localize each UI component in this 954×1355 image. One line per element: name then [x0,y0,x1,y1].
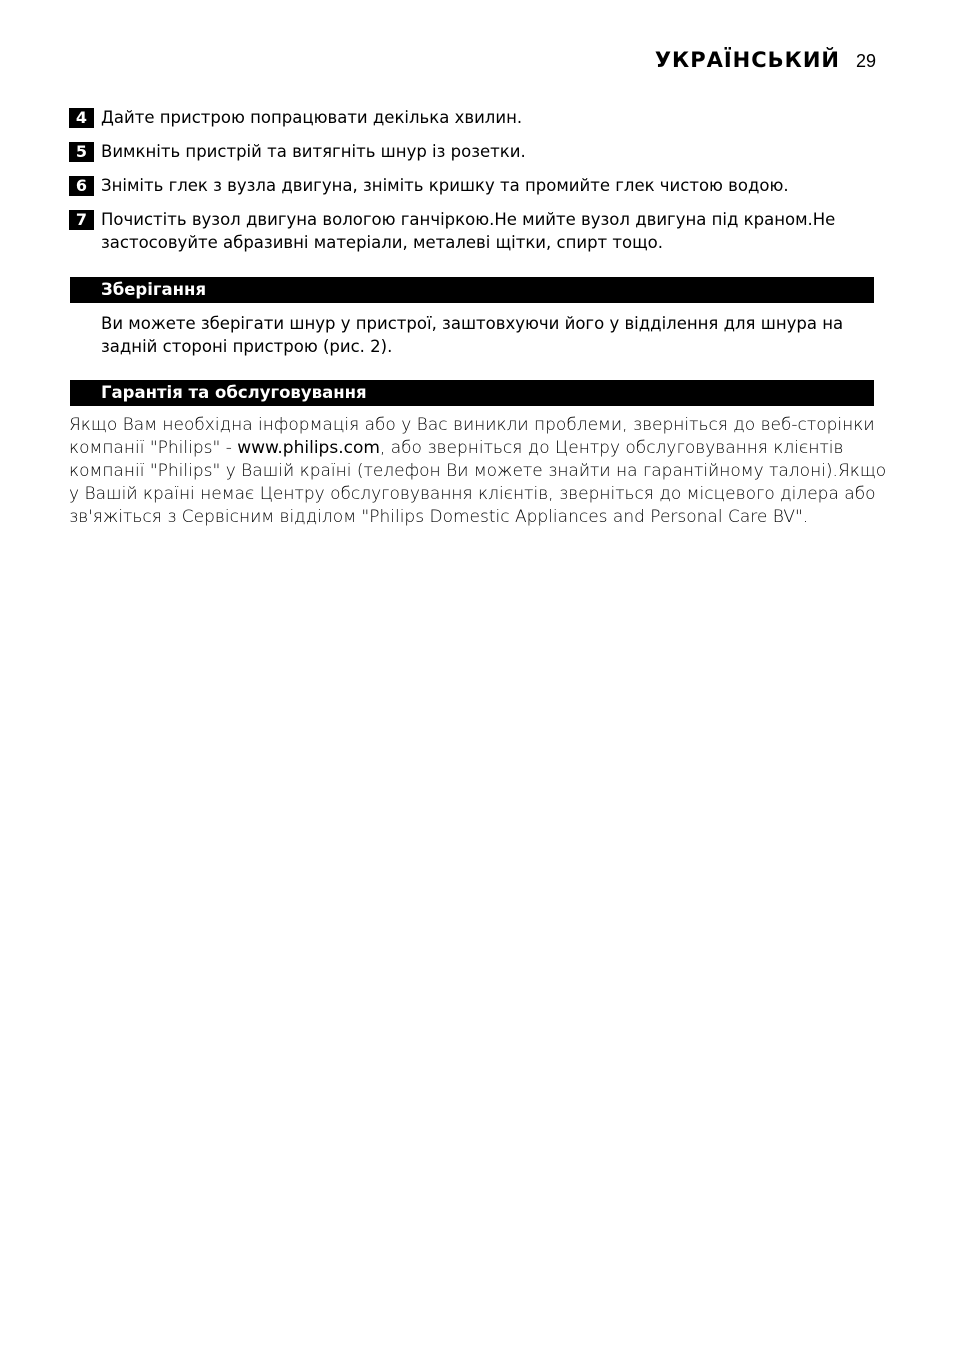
step-text: Зніміть глек з вузла двигуна, зніміть кришку та промийте глек чистою водою. [101,176,789,195]
step-number-badge: 6 [69,176,94,196]
step-item [69,174,874,197]
storage-section-heading: Зберігання [70,277,874,303]
step-text: Почистіть вузол двигуна вологою ганчіркою.Не мийте вузол двигуна під краном.Не застосовуйте абразивні матеріали, металеві щітки, спирт тощо. [101,210,836,252]
step-item [69,106,874,129]
step-text: Дайте пристрою попрацювати декілька хвилин. [101,108,523,127]
warranty-text-before: Якщо Вам необхідна інформація або у Вас виникли проблеми, зверніться до веб-сторінки компанії "Philips" - [69,415,875,458]
philips-website-link[interactable]: www.philips.com [237,438,380,458]
warranty-text-after: , або зверніться до Центру обслуговування клієнтів компанії "Philips" у Вашій країні (телефон Ви можете знайти на гарантійному талоні).Якщо у Вашій країні немає Центру обслуговування клієнтів, зверніться до місцевого ділера або зв'яжіться з Сервісним відділом "Philips Domestic Appliances and Personal Care BV". [69,438,887,527]
warranty-section-heading: Гарантія та обслуговування [70,380,874,406]
storage-paragraph: Ви можете зберігати шнур у пристрої, заштовхуючи його у відділення для шнура на задній стороні пристрою (рис. 2). [101,314,844,356]
step-number-badge: 5 [69,142,94,162]
page-header [655,48,876,72]
step-item [69,208,874,254]
step-number-badge: 4 [69,108,94,128]
language-title: УКРАЇНСЬКИЙ [654,48,840,72]
warranty-paragraph [69,414,889,529]
cleaning-steps [69,106,874,265]
step-number-badge: 7 [69,210,94,230]
step-text: Вимкніть пристрій та витягніть шнур із розетки. [101,142,526,161]
page-number: 29 [855,51,876,71]
step-item [69,140,874,163]
